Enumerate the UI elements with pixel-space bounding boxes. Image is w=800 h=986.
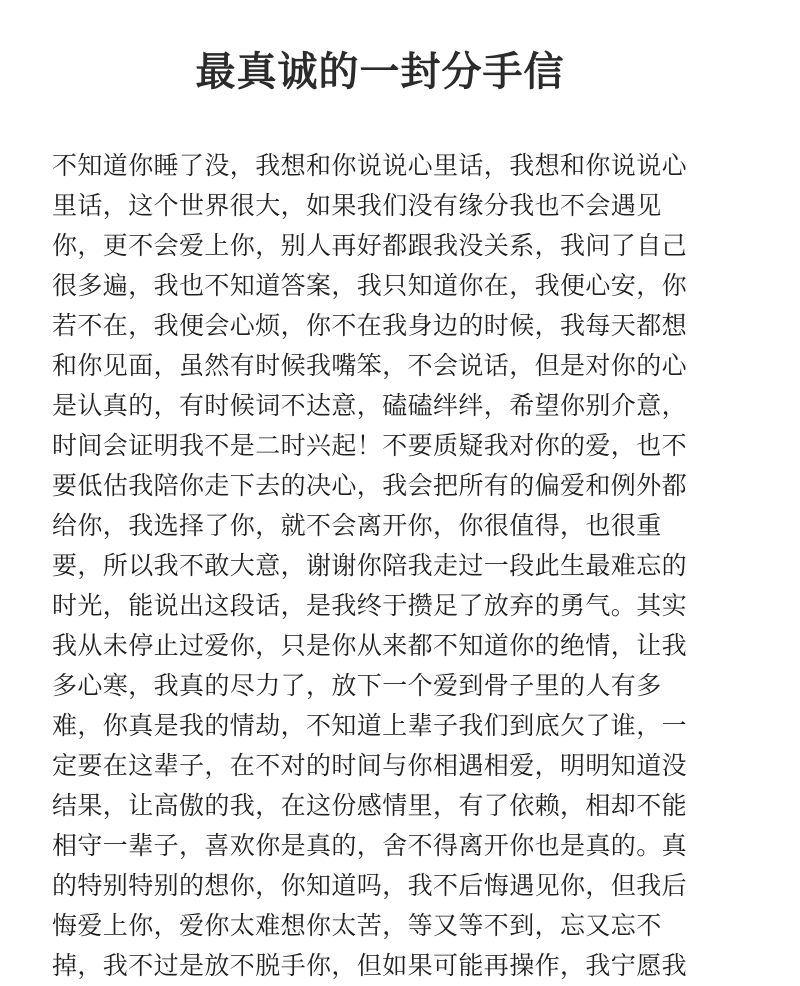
text-line: 你，更不会爱上你，别人再好都跟我没关系，我问了自己 (52, 231, 688, 260)
text-line: 悔爱上你，爱你太难想你太苦，等又等不到，忘又忘不 (52, 911, 662, 940)
text-line: 多心寒，我真的尽力了，放下一个爱到骨子里的人有多 (52, 671, 662, 700)
text-line: 结果，让高傲的我，在这份感情里，有了依赖，相却不能 (52, 791, 688, 820)
text-line: 给你，我选择了你，就不会离开你，你很值得，也很重 (52, 511, 662, 540)
document-title: 最真诚的一封分手信 (195, 49, 565, 95)
text-line: 掉，我不过是放不脱手你，但如果可能再操作，我宁愿我 (52, 951, 688, 980)
text-line: 若不在，我便会心烦，你不在我身边的时候，我每天都想 (52, 311, 688, 340)
text-line: 我从未停止过爱你，只是你从来都不知道你的绝情，让我 (52, 631, 688, 660)
text-line: 相守一辈子，喜欢你是真的，舍不得离开你也是真的。真 (52, 831, 688, 860)
text-line: 时光，能说出这段话，是我终于攒足了放弃的勇气。其实 (52, 591, 688, 620)
text-line: 里话，这个世界很大，如果我们没有缘分我也不会遇见 (52, 191, 662, 220)
text-line: 和你见面，虽然有时候我嘴笨，不会说话，但是对你的心 (52, 351, 688, 380)
text-line: 很多遍，我也不知道答案，我只知道你在，我便心安，你 (52, 271, 688, 300)
text-line: 要低估我陪你走下去的决心，我会把所有的偏爱和例外都 (52, 471, 688, 500)
text-line: 时间会证明我不是二时兴起！不要质疑我对你的爱，也不 (52, 431, 688, 460)
text-line: 要，所以我不敢大意，谢谢你陪我走过一段此生最难忘的 (52, 551, 688, 580)
text-line: 的特别特别的想你，你知道吗，我不后悔遇见你，但我后 (52, 871, 688, 900)
text-line: 是认真的，有时候词不达意，磕磕绊绊，希望你别介意， (52, 391, 688, 420)
letter-body (52, 146, 752, 986)
text-line: 难，你真是我的情劫，不知道上辈子我们到底欠了谁，一 (52, 711, 688, 740)
text-line: 定要在这辈子，在不对的时间与你相遇相爱，明明知道没 (52, 751, 688, 780)
text-line: 不知道你睡了没，我想和你说说心里话，我想和你说说心 (52, 151, 688, 180)
